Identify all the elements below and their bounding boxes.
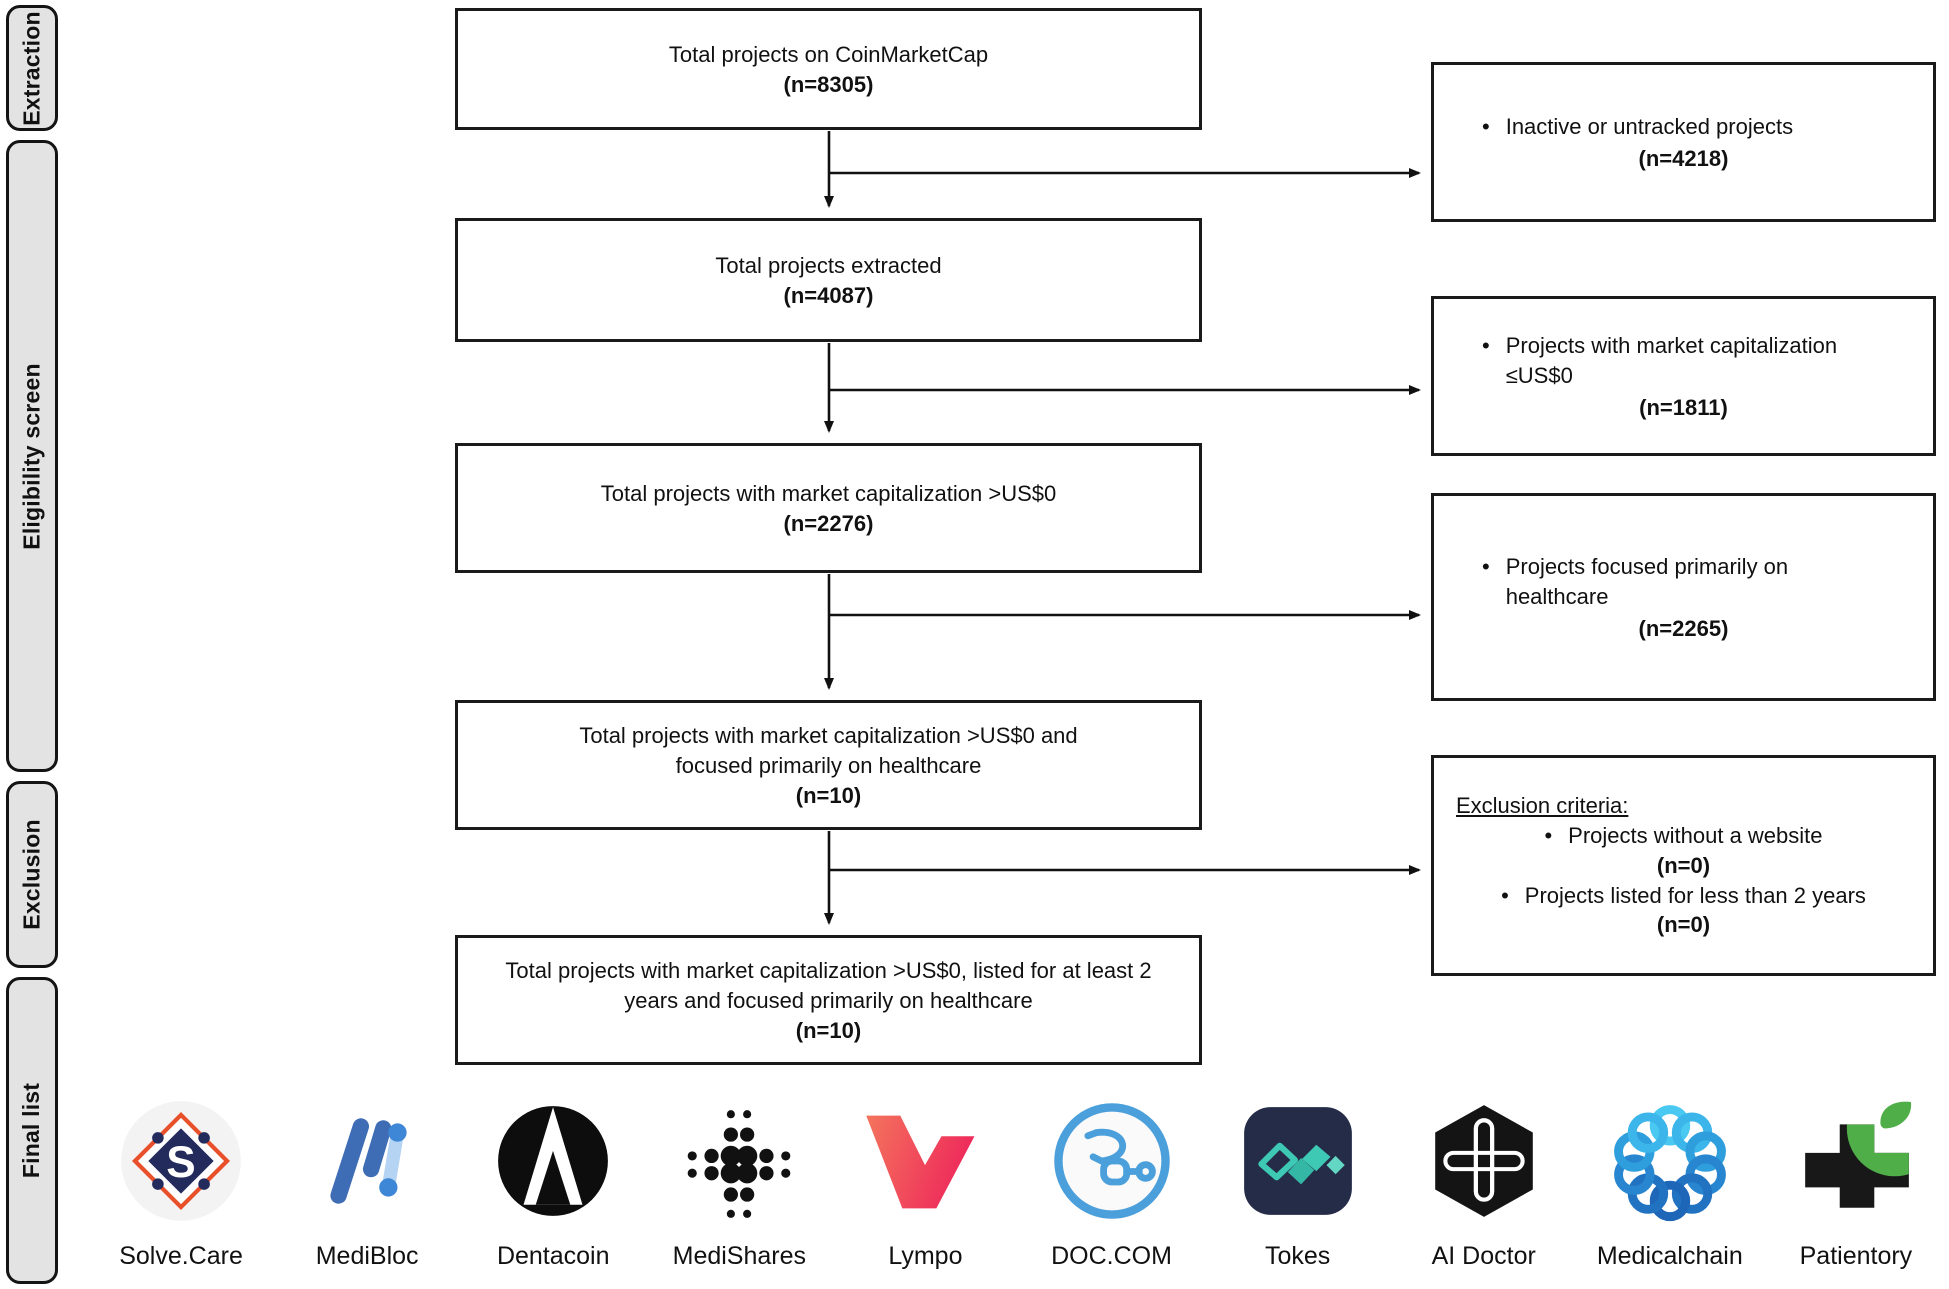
excluded-text: Inactive or untracked projects — [1505, 114, 1794, 140]
criteria-text: Projects without a website — [1568, 822, 1823, 848]
bullet-point: • — [1501, 882, 1509, 908]
flow-box-text: Total projects extracted — [715, 252, 942, 278]
project-label: MediShares — [672, 1242, 807, 1270]
project-ai-doctor — [1391, 1082, 1577, 1287]
stage-label: Extraction — [18, 10, 45, 126]
medicalchain-logo-icon — [1607, 1082, 1733, 1240]
project-label: Solve.Care — [119, 1242, 243, 1270]
project-patientory — [1763, 1082, 1949, 1287]
flow-box-count: (n=10) — [795, 1017, 862, 1043]
excluded-count: (n=4218) — [1638, 145, 1729, 171]
flow-box-healthcare — [455, 700, 1202, 830]
project-medibloc — [274, 1082, 460, 1287]
solve-care-logo-icon — [118, 1082, 244, 1240]
criteria-count: (n=0) — [1656, 852, 1711, 878]
stage-extraction — [6, 5, 58, 131]
bullet-point: • — [1482, 333, 1490, 359]
excluded-box-zero-marketcap — [1431, 296, 1936, 456]
project-label: DOC.COM — [1051, 1242, 1172, 1270]
lympo-logo-icon — [858, 1082, 992, 1240]
project-label: Dentacoin — [496, 1242, 610, 1270]
tokes-logo-icon — [1237, 1082, 1359, 1240]
stage-eligibility-screen — [6, 140, 58, 772]
excluded-text: Projects focused primarily on healthcare — [1505, 554, 1789, 609]
bullet-point: • — [1482, 114, 1490, 140]
flow-box-text: Total projects with market capitalization >US$0 and focused primarily on healthcare — [579, 723, 1078, 778]
project-lympo — [832, 1082, 1018, 1287]
project-label: MediBloc — [315, 1242, 419, 1270]
project-label: Medicalchain — [1596, 1242, 1743, 1270]
exclusion-criteria-heading: Exclusion criteria: — [1456, 792, 1629, 818]
medibloc-logo-icon — [306, 1082, 428, 1240]
medishares-logo-icon — [678, 1082, 800, 1240]
final-list-row — [88, 1082, 1949, 1287]
ai-doctor-logo-icon — [1423, 1082, 1545, 1240]
stage-label: Exclusion — [18, 819, 45, 930]
excluded-text: Projects with market capitalization ≤US$0 — [1505, 333, 1838, 388]
doc-com-logo-icon — [1049, 1082, 1175, 1240]
project-label: Lympo — [888, 1242, 963, 1270]
criteria-text: Projects listed for less than 2 years — [1524, 882, 1866, 908]
stage-exclusion — [6, 781, 58, 968]
patientory-logo-icon — [1795, 1082, 1917, 1240]
excluded-count: (n=2265) — [1638, 615, 1729, 641]
excluded-count: (n=1811) — [1639, 394, 1728, 420]
flow-box-coinmarketcap — [455, 8, 1202, 130]
bullet-point: • — [1482, 554, 1490, 580]
stage-final-list — [6, 977, 58, 1284]
excluded-box-healthcare-focus — [1431, 493, 1936, 701]
exclusion-criteria-box — [1431, 755, 1936, 976]
criteria-count: (n=0) — [1656, 912, 1711, 938]
stage-label: Eligibility screen — [18, 362, 45, 550]
project-medishares — [646, 1082, 832, 1287]
dentacoin-logo-icon — [492, 1082, 614, 1240]
flow-box-count: (n=2276) — [783, 511, 874, 537]
bullet-point: • — [1544, 822, 1553, 848]
solve-care-letter: S — [166, 1137, 196, 1187]
project-medicalchain — [1577, 1082, 1763, 1287]
flow-box-text: Total projects with market capitalization >US$0, listed for at least 2 years and focused primarily on healthcare — [505, 958, 1152, 1013]
project-label: Patientory — [1799, 1242, 1913, 1270]
stage-label: Final list — [18, 1082, 45, 1179]
flow-box-marketcap — [455, 443, 1202, 573]
project-tokes — [1205, 1082, 1391, 1287]
project-solve-care — [88, 1082, 274, 1287]
project-dentacoin — [460, 1082, 646, 1287]
project-label: AI Doctor — [1431, 1242, 1536, 1270]
excluded-box-inactive — [1431, 62, 1936, 222]
flow-box-count: (n=10) — [795, 782, 862, 808]
flow-box-text: Total projects on CoinMarketCap — [668, 41, 989, 67]
project-label: Tokes — [1264, 1242, 1331, 1270]
flow-box-count: (n=8305) — [783, 72, 874, 98]
flow-box-final — [455, 935, 1202, 1065]
flow-box-count: (n=4087) — [783, 283, 874, 309]
flow-box-extracted — [455, 218, 1202, 342]
project-doc-com — [1018, 1082, 1204, 1287]
flow-box-text: Total projects with market capitalization >US$0 — [600, 480, 1057, 506]
